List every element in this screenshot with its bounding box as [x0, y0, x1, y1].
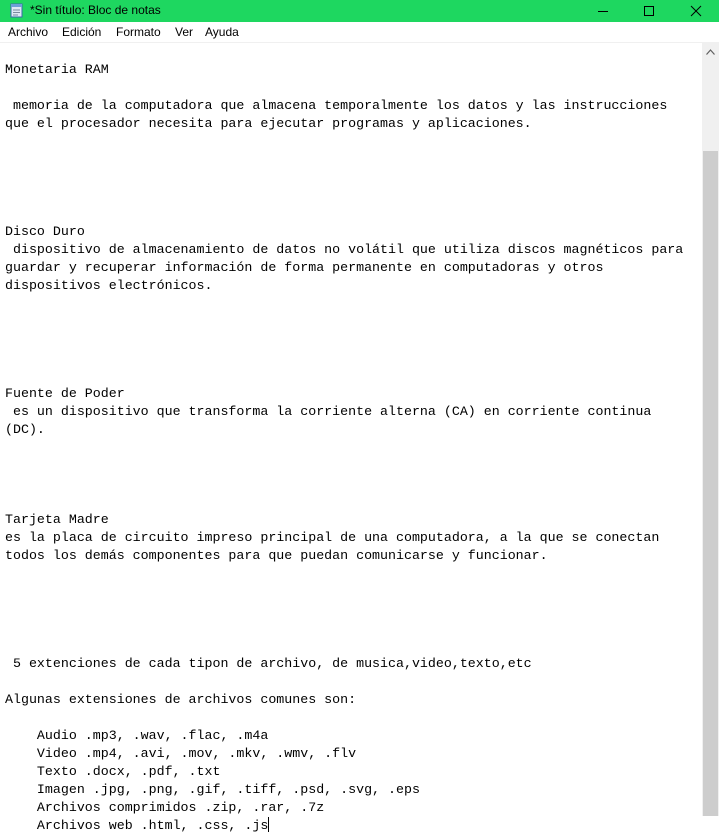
title-bar[interactable]: [0, 0, 719, 22]
scroll-up-arrow-icon: [706, 49, 715, 55]
notepad-icon: [10, 2, 24, 18]
menu-archivo[interactable]: Archivo: [8, 25, 49, 39]
close-button[interactable]: [673, 0, 719, 22]
vertical-scrollbar[interactable]: [702, 43, 719, 816]
close-icon: [691, 6, 701, 16]
menu-bar: [0, 22, 719, 43]
text-editor[interactable]: [0, 43, 702, 833]
menu-formato[interactable]: Formato: [116, 25, 161, 39]
maximize-button[interactable]: [626, 0, 672, 22]
editor-text: Monetaria RAM memoria de la computadora que almacena temporalmente los datos y las instrucciones que el procesador necesita para ejecutar programas y aplicaciones. Disco Duro dispositivo de almacenamiento de datos no volátil que utiliza discos magnéticos para guardar y recuperar información de forma permanente en computadoras y otros dispositivos electrónicos. Fuente de Poder es un dispositivo que transforma la corriente alterna (CA) en corriente continua (DC). Tarjeta Madre es la placa de circuito impreso principal de una computadora, a la que se conectan todos los demás componentes para que puedan comunicarse y funcionar. 5 extenciones de cada tipon de archivo, de musica,video,texto,etc Algunas extensiones de archivos comunes son: Audio .mp3, .wav, .flac, .m4a Video .mp4, .avi, .mov, .mkv, .wmv, .flv Texto .docx, .pdf, .txt Imagen .jpg, .png, .gif, .tiff, .psd, .svg, .eps Archivos comprimidos .zip, .rar, .7z Archivos web .html, .css, .js: [5, 62, 684, 833]
window-title: *Sin título: Bloc de notas: [30, 3, 161, 17]
editor-content[interactable]: [5, 61, 683, 835]
scroll-up-button[interactable]: [702, 43, 719, 60]
text-caret: [268, 817, 269, 832]
menu-ayuda[interactable]: Ayuda: [205, 25, 239, 39]
menu-ver[interactable]: Ver: [175, 25, 194, 39]
menu-edicion[interactable]: Edición: [62, 25, 102, 39]
maximize-icon: [644, 6, 654, 16]
minimize-icon: [598, 6, 608, 16]
scrollbar-thumb[interactable]: [703, 151, 718, 816]
minimize-button[interactable]: [580, 0, 626, 22]
